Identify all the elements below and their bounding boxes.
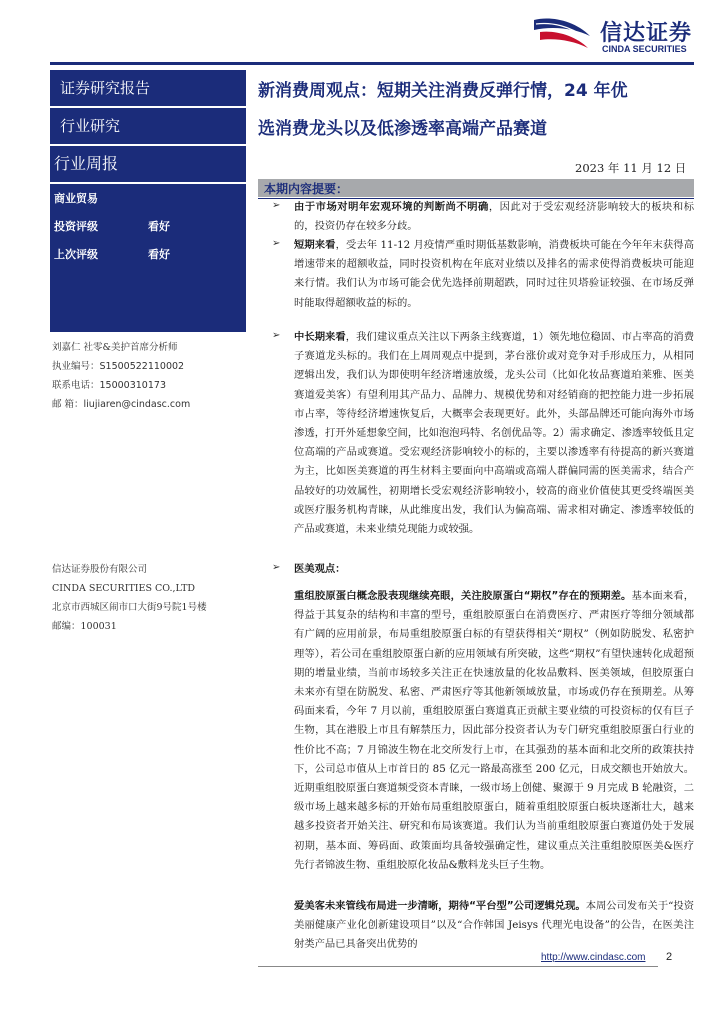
logo-en-text: CINDA SECURITIES (602, 44, 687, 54)
company-name: 信达证券股份有限公司 (52, 564, 148, 575)
para-collagen-bold: 重组胶原蛋白概念股表现继续亮眼，关注胶原蛋白“期权”存在的预期差。 (294, 590, 632, 602)
rating-panel (50, 184, 246, 332)
report-series-label: 行业周报 (50, 146, 246, 182)
industry-name: 商业贸易 (54, 192, 98, 205)
bullet-icon: ➢ (272, 330, 281, 341)
rating-label: 投资评级 (54, 220, 98, 233)
para-imeik-text: 本周公司发布关于“投资美丽健康产业化创新建设项目”以及“合作韩国 Jeisys 代理光电设备”的公告，在医美注射类产品已具备突出优势的 (294, 900, 694, 951)
para-long-text: ，我们建议重点关注以下两条主线赛道，1）领先地位稳固、市占率高的消费子赛道龙头标的。我们在上周周观点中提到，茅台涨价或对竞争对手形成压力，从相同逻辑出发，我们认为即使明年经济增速放缓，龙头公司（比如化妆品赛道珀莱雅、医美赛道爱美客）有望利用其产品力、品牌力、规模优势和对经销商的把控能力进一步拓展市占率，等待经济增速恢复后，大概率会表现更好。此外，头部品牌还可能向海外市场渗透，打开外延想象空间，比如泡泡玛特、名创优品等。2）需求确定、渗透率较低且定位高端的产品或赛道。受宏观经济影响较小的标的，主要以渗透率有待提高的新兴赛道为主，比如医美赛道的再生材料主要面向中高端或高端人群偏同需的医美需求，结合产品较好的功效属性，初期增长受宏观经济影响较小，较高的商业价值使其更受终端医美或医疗服务机构青睐，从此维度出发，我们认为偏高端、需求相对确定、渗透率较低的产品或赛道，未来业绩兑现能力或较强。 (294, 331, 695, 536)
para-short-bold: 短期来看 (294, 239, 336, 251)
company-address: 北京市西城区闹市口大街9号院1号楼 (52, 602, 207, 613)
para-macro-bold: 由于市场对明年宏观环境的判断尚不明确 (294, 201, 489, 213)
paragraph-short-term (294, 236, 694, 313)
report-type-label: 证券研究报告 (50, 70, 246, 106)
para-short-text: ，受去年 11-12 月疫情严重时期低基数影响，消费板块可能在今年年末获得高增速带来的超额收益，同时投资机构在年底对业绩以及排名的需求使得消费板块可能迎来行情。我们认为市场可能会优先选择前期超跌，同时过往贝塔验证较强、在市场反弹时能取得超额收益的标的。 (294, 239, 694, 309)
footer-link[interactable]: http://www.cindasc.com (541, 952, 646, 963)
paragraph-macro (294, 198, 694, 236)
medical-aesthetics-heading: 医美观点： (294, 563, 346, 575)
bullet-icon: ➢ (272, 200, 281, 211)
logo-cn-text: 信达证券 (600, 21, 693, 46)
para-imeik-bold: 爱美客未来管线布局进一步清晰，期待“平台型”公司逻辑兑现。 (294, 900, 586, 912)
bullet-icon: ➢ (272, 562, 281, 573)
header-rule (50, 62, 694, 65)
title-line-2: 选消费龙头以及低渗透率高端产品赛道 (258, 119, 547, 139)
page-number: 2 (666, 951, 673, 963)
analyst-email[interactable]: 邮 箱：liujiaren@cindasc.com (52, 399, 191, 410)
para-macro-text: ，因此对于受宏观经济影响较大的板块和标的，投资仍存在较多分歧。 (294, 201, 695, 233)
rating-value: 看好 (148, 220, 170, 233)
para-collagen-text: 基本面来看，得益于其复杂的结构和丰富的型号，重组胶原蛋白在消费医疗、严肃医疗等细分领域都有广阔的应用前景，布局重组胶原蛋白标的有望获得相关“期权”（例如防脱发、私密护理等），若公司在重组胶原蛋白新的应用领域有所突破，这些“期权”有望快速转化成超预期的增量业绩，当前市场较多关注正在快速放量的化妆品敷料、医美领域，但胶原蛋白未来亦有望在防脱发、私密、严肃医疗等其他新领域放量，市场或仍存在预期差。从筹码面来看，今年 7 月以前，重组胶原蛋白赛道真正贡献主要业绩的可投资标的仅有巨子生物，其在港股上市且有解禁压力，因此部分投资者认为专门研究重组胶原蛋白行业的性价比不高；7 月锦波生物在北交所发行上市，在其强劲的基本面和北交所的政策扶持下，公司总市值从上市首日的 85 亿元一路最高涨至 200 亿元，日成交额也开始放大。近期重组胶原蛋白赛道频受资本青睐，一级市场上创健、聚源于 9 月完成 B 轮融资，二级市场上越来越多标的开始布局重组胶原蛋白，随着重组胶原蛋白板块逐渐壮大，越来越多投资者开始关注、研究和布局该赛道。我们认为当前重组胶原蛋白赛道仍处于发展初期，基本面、筹码面、政策面均具备较强确定性，建议重点关注重组胶原医美&医疗先行者锦波生物、重组胶原化妆品&敷料龙头巨子生物。 (294, 590, 695, 871)
paragraph-imeik (294, 897, 694, 955)
company-postcode: 邮编：100031 (52, 621, 117, 632)
analyst-phone: 联系电话：15000310173 (52, 380, 166, 391)
para-long-bold: 中长期来看 (294, 331, 346, 343)
section-title: 本期内容提要： (264, 182, 349, 196)
left-sidebar (50, 66, 246, 970)
paragraph-medical-aesthetics-head (294, 560, 694, 579)
title-line-1: 新消费周观点：短期关注消费反弹行情，24 年优 (258, 81, 628, 101)
cinda-logo (530, 14, 710, 54)
company-info (52, 560, 246, 636)
prev-rating-label: 上次评级 (54, 248, 98, 261)
section-header (258, 179, 694, 197)
research-type-label: 行业研究 (50, 108, 246, 144)
prev-rating-value: 看好 (148, 248, 170, 261)
paragraph-collagen (294, 587, 694, 875)
company-en: CINDA SECURITIES CO.,LTD (52, 583, 196, 594)
bullet-icon: ➢ (272, 238, 281, 249)
analyst-name: 刘嘉仁 社零&美护首席分析师 (52, 342, 178, 353)
analyst-info (52, 338, 246, 414)
footer-rule (258, 966, 658, 967)
analyst-license: 执业编号：S1500522110002 (52, 361, 185, 372)
report-title (258, 72, 698, 148)
paragraph-long-term (294, 328, 694, 539)
report-date: 2023 年 11 月 12 日 (575, 161, 687, 175)
cinda-swoosh-icon (530, 14, 594, 54)
